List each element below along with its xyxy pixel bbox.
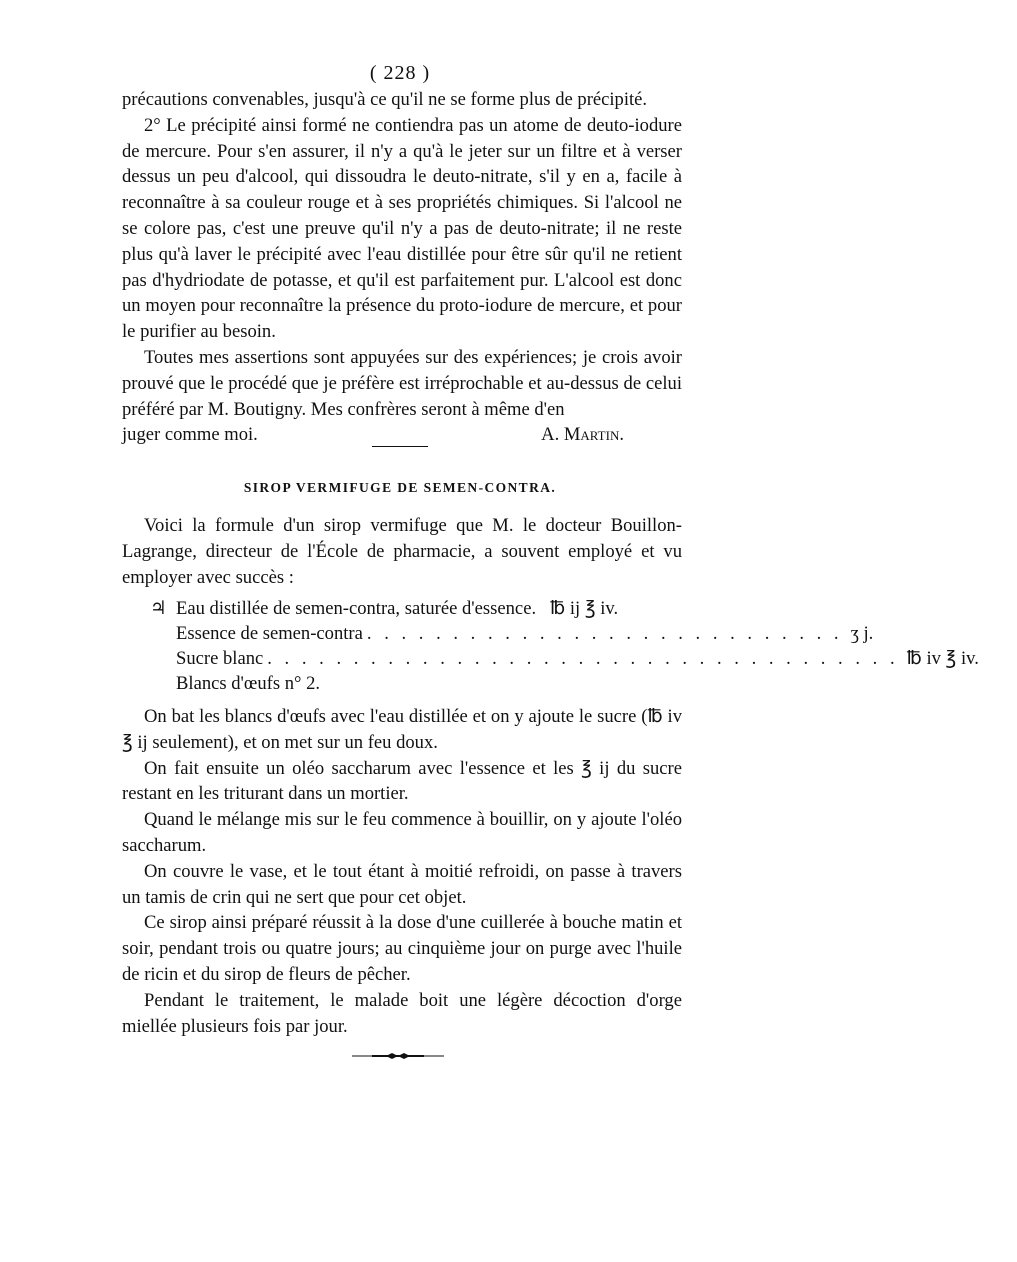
top-section	[122, 87, 682, 448]
recipe-line	[150, 671, 660, 696]
ingredient-quantity: ℔ ij ℥ iv.	[550, 598, 619, 619]
section-title: SIROP VERMIFUGE DE SEMEN-CONTRA.	[243, 480, 557, 495]
end-ornament-icon	[352, 1052, 444, 1060]
dot-leader: . . . . . . . . . . . . . . . . . . . . . . . . . . . .	[366, 623, 843, 644]
paragraph-continuation: précautions convenables, jusqu'à ce qu'il ne se forme plus de précipité.	[122, 89, 648, 110]
instruction-paragraph: On couvre le vase, et le tout étant à moitié refroidi, on passe à travers un tamis de crin qui ne sert que pour cet objet.	[122, 860, 682, 908]
recipe-intro	[122, 513, 682, 590]
dot-leader: . . . . . . . . . . . . . . . . . . . . . . . . . . . . . . . . . . . . .	[267, 648, 899, 669]
instruction-paragraph: Ce sirop ainsi préparé réussit à la dose d'une cuillerée à bouche matin et soir, pendant trois ou quatre jours; au cinquième jour on purge avec l'huile de ricin et du sirop de fleurs de pêcher.	[122, 912, 682, 985]
page-number: ( 228 )	[369, 62, 431, 84]
paragraph-point-2: 2° Le précipité ainsi formé ne contiendra pas un atome de deuto-iodure de mercure. Pour s'en assurer, il n'y a qu'à le jeter sur un filtre et à verser dessus un peu d'alcool, qui dissoudra le deuto-nitrate, s'il y en a, facile à reconnaître à sa couleur rouge et à ses propriétés chimiques. Si l'alcool ne se colore pas, c'est une preuve qu'il n'y a pas de deuto-nitrate; il ne reste plus qu'à laver le précipité avec l'eau distillée pour être sûr qu'il ne retient pas d'hydriodate de potasse, et qu'il est parfaitement pur. L'alcool est donc un moyen pour reconnaître la présence du proto-iodure de mercure, et pour le purifier au besoin.	[122, 114, 682, 343]
jupiter-symbol-icon: ♃	[150, 598, 167, 619]
recipe-line	[150, 621, 874, 646]
instructions	[122, 704, 682, 1039]
ingredient-name: Essence de semen-contra	[176, 623, 363, 644]
ingredient-quantity: ʒ j.	[850, 623, 874, 644]
intro-paragraph: Voici la formule d'un sirop vermifuge que M. le docteur Bouillon-Lagrange, directeur de l'École de pharmacie, a souvent employé et vu employer avec succès :	[122, 515, 682, 588]
section-divider	[372, 446, 428, 447]
instruction-paragraph: Quand le mélange mis sur le feu commence à bouillir, on y ajoute l'oléo saccharum.	[122, 809, 682, 856]
recipe-line	[150, 646, 979, 671]
recipe-line	[150, 596, 660, 621]
instruction-paragraph: On bat les blancs d'œufs avec l'eau distillée et on y ajoute le sucre (℔ iv ℥ ij seulement), et on met sur un feu doux.	[122, 706, 682, 753]
recipe-list	[150, 596, 979, 696]
instruction-paragraph: Pendant le traitement, le malade boit une légère décoction d'orge miellée plusieurs fois par jour.	[122, 989, 682, 1037]
paragraph-conclusion-end: juger comme moi.	[122, 424, 258, 446]
ingredient-name: Blancs d'œufs n° 2.	[176, 673, 321, 694]
instruction-paragraph: On fait ensuite un oléo saccharum avec l'essence et les ℥ ij du sucre restant en les triturant dans un mortier.	[122, 757, 682, 805]
ingredient-name: Eau distillée de semen-contra, saturée d'essence.	[176, 598, 537, 619]
ingredient-name: Sucre blanc	[176, 648, 264, 669]
signature-line	[122, 422, 682, 448]
ingredient-quantity: ℔ iv ℥ iv.	[906, 648, 979, 669]
paragraph-conclusion: Toutes mes assertions sont appuyées sur des expériences; je crois avoir prouvé que le procédé que je préfère est irréprochable et au-dessus de celui préféré par M. Boutigny. Mes confrères seront à même d'en	[122, 346, 682, 420]
author-signature: A. Martin.	[541, 424, 624, 446]
